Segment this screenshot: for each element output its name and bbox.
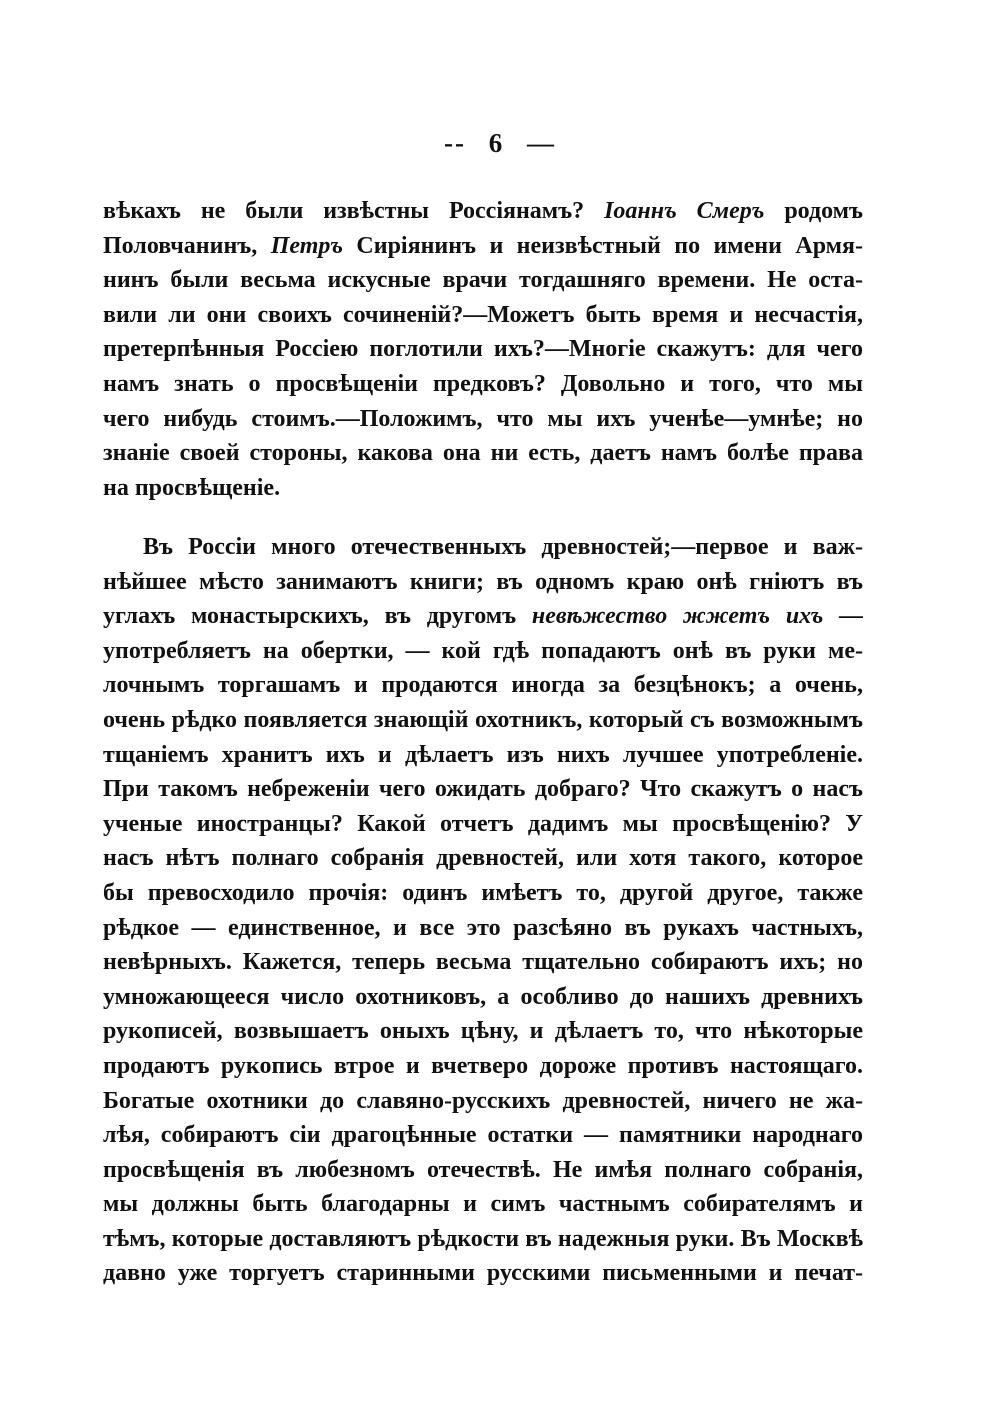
text-span: Половчанинъ,	[103, 232, 271, 259]
text-line	[103, 945, 863, 980]
text-span: вили ли они своихъ сочиненій?—Можетъ быть время и несчастія,	[103, 301, 863, 328]
text-span: бы превосходило прочія: одинъ имѣетъ то, другой другое, также	[103, 879, 863, 906]
text-span: насъ нѣтъ полнаго собранія древностей, или хотя такого, которое	[103, 845, 863, 872]
text-span: лочнымъ торгашамъ и продаются иногда за безцѣнокъ; а очень,	[103, 672, 863, 699]
text-line	[103, 1187, 863, 1222]
text-line	[103, 1118, 863, 1153]
text-line	[103, 1153, 863, 1188]
text-line	[103, 332, 863, 367]
text-line	[103, 263, 863, 298]
text-line	[103, 668, 863, 703]
text-span: углахъ монастырскихъ, въ другомъ	[103, 603, 532, 630]
text-span: продаютъ рукопись втрое и вчетверо дороже противъ настоящаго.	[103, 1052, 863, 1079]
text-line	[103, 1222, 863, 1257]
text-line	[103, 634, 863, 669]
text-span: нѣйшее мѣсто занимаютъ книги; въ одномъ краю онѣ гніютъ въ	[103, 568, 863, 595]
text-line	[103, 402, 863, 437]
italic-text-span: Іоаннъ Смеръ	[604, 198, 765, 224]
text-line	[103, 1049, 863, 1084]
text-span: просвѣщенія въ любезномъ отечествѣ. Не имѣя полнаго собранія,	[103, 1156, 863, 1183]
page-number: 6	[488, 128, 505, 158]
text-line	[103, 980, 863, 1015]
page-number-header	[0, 128, 1000, 159]
text-span: нинъ были весьма искусные врачи тогдашняго времени. Не оста-	[103, 267, 863, 294]
text-span: ученые иностранцы? Какой отчетъ дадимъ мы просвѣщенію? У	[103, 810, 863, 837]
text-span: родомъ	[764, 198, 863, 224]
text-line	[103, 876, 863, 911]
text-line	[103, 1014, 863, 1049]
text-span: Богатые охотники до славяно-русскихъ древностей, ничего не жа-	[103, 1087, 863, 1114]
italic-text-span: невѣжество жжетъ ихъ	[531, 603, 824, 630]
text-span: очень рѣдко появляется знающій охотникъ, который съ возможнымъ	[103, 706, 863, 733]
page-number-dash-right: —	[526, 128, 556, 158]
page-number-dash-left: --	[444, 128, 466, 158]
text-span: вѣкахъ не были извѣстны Россіянамъ?	[103, 198, 605, 224]
paragraph-2	[103, 530, 863, 1291]
text-line	[103, 703, 863, 738]
text-line	[103, 194, 863, 229]
text-span: —	[823, 603, 863, 630]
text-span: Въ Россіи много отечественныхъ древностей;—первое и важ-	[143, 534, 863, 560]
paragraph-1	[103, 194, 863, 505]
text-span: умножающееся число охотниковъ, а особливо до нашихъ древнихъ	[103, 983, 863, 1010]
text-line	[103, 471, 863, 506]
text-line	[103, 229, 863, 264]
text-span: рукописей, возвышаетъ оныхъ цѣну, и дѣлаетъ то, что нѣкоторые	[103, 1018, 863, 1045]
text-span: Сиріянинъ и неизвѣстный по имени Армя-	[343, 232, 863, 259]
text-span: мы должны быть благодарны и симъ частнымъ собирателямъ и	[103, 1191, 863, 1218]
text-line	[103, 599, 863, 634]
text-span: невѣрныхъ. Кажется, теперь весьма тщательно собираютъ ихъ; но	[103, 949, 863, 976]
text-line	[103, 807, 863, 842]
text-span: чего нибудь стоимъ.—Положимъ, что мы ихъ ученѣе—умнѣе; но	[103, 405, 863, 432]
text-span: на просвѣщеніе.	[103, 474, 281, 501]
text-line	[103, 436, 863, 471]
text-line	[103, 1084, 863, 1119]
text-line	[103, 367, 863, 402]
text-line	[103, 772, 863, 807]
text-line	[103, 911, 863, 946]
text-line	[103, 530, 863, 565]
text-span: претерпѣнныя Россіею поглотили ихъ?—Многіе скажутъ: для чего	[103, 336, 863, 363]
text-line	[103, 1256, 863, 1291]
text-span: тщаніемъ хранитъ ихъ и дѣлаетъ изъ нихъ лучшее употребленіе.	[103, 741, 863, 768]
text-span: При такомъ небреженіи чего ожидать добраго? Что скажутъ о насъ	[103, 776, 863, 803]
text-span: тѣмъ, которые доставляютъ рѣдкости въ надежныя руки. Въ Москвѣ	[103, 1225, 863, 1252]
text-span: давно уже торгуетъ старинными русскими письменными и печат-	[103, 1260, 863, 1287]
text-span: лѣя, собираютъ сіи драгоцѣнные остатки — памятники народнаго	[103, 1122, 863, 1149]
text-line	[103, 738, 863, 773]
text-span: знаніе своей стороны, какова она ни есть, даетъ намъ болѣе права	[103, 440, 863, 467]
text-line	[103, 298, 863, 333]
text-line	[103, 841, 863, 876]
text-span: употребляетъ на обертки, — кой гдѣ попадаютъ онѣ въ руки ме-	[103, 637, 863, 664]
text-span: рѣдкое — единственное, и все это разсѣяно въ рукахъ частныхъ,	[103, 914, 863, 941]
text-line	[103, 565, 863, 600]
italic-text-span: Петръ	[270, 232, 344, 259]
text-span: намъ знать о просвѣщеніи предковъ? Довольно и того, что мы	[103, 370, 863, 397]
